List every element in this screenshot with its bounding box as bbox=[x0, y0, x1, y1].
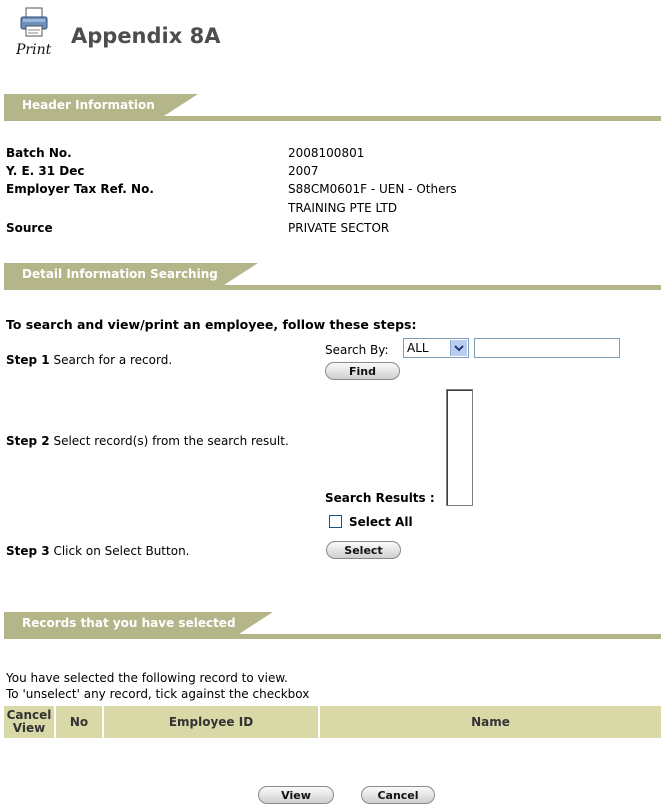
step-1 bbox=[6, 353, 172, 367]
table-header-row bbox=[4, 706, 661, 738]
step-label: Step 1 bbox=[6, 353, 50, 367]
step-text: Select record(s) from the search result. bbox=[53, 434, 289, 448]
cancel-button[interactable]: Cancel bbox=[361, 786, 435, 804]
step-text: Click on Select Button. bbox=[53, 544, 190, 558]
source-label: Source bbox=[6, 221, 53, 235]
search-results-list[interactable] bbox=[446, 389, 473, 506]
step-2 bbox=[6, 433, 306, 449]
ye-value: 2007 bbox=[288, 164, 319, 178]
batch-label: Batch No. bbox=[6, 146, 72, 160]
section-divider bbox=[4, 116, 661, 121]
records-info-line-2: To 'unselect' any record, tick against the checkbox bbox=[6, 687, 310, 701]
search-by-value: ALL bbox=[407, 341, 429, 355]
select-button[interactable]: Select bbox=[326, 541, 401, 559]
step-text: Search for a record. bbox=[53, 353, 173, 367]
tax-ref-value: S88CM0601F - UEN - Others bbox=[288, 182, 457, 196]
company-value: TRAINING PTE LTD bbox=[288, 201, 398, 215]
search-by-label: Search By: bbox=[325, 343, 389, 357]
view-button[interactable]: View bbox=[258, 786, 334, 804]
column-employee-id: Employee ID bbox=[103, 706, 319, 738]
column-name: Name bbox=[319, 706, 661, 738]
section-title: Header Information bbox=[4, 94, 164, 116]
page-title: Appendix 8A bbox=[71, 24, 221, 48]
column-cancel-view: Cancel View bbox=[4, 706, 55, 738]
records-info-line-1: You have selected the following record to view. bbox=[6, 671, 288, 685]
records-selected-section bbox=[4, 612, 661, 640]
ye-label: Y. E. 31 Dec bbox=[6, 164, 85, 178]
detail-searching-section bbox=[4, 263, 661, 291]
search-input[interactable] bbox=[474, 338, 620, 358]
print-label: Print bbox=[16, 42, 52, 58]
print-button[interactable] bbox=[12, 4, 58, 58]
step-label: Step 2 bbox=[6, 434, 50, 448]
selected-records-table bbox=[4, 706, 661, 738]
select-all-checkbox[interactable] bbox=[329, 515, 342, 528]
step-3 bbox=[6, 544, 189, 558]
header-information-section bbox=[4, 94, 661, 122]
section-divider bbox=[4, 634, 661, 639]
find-button[interactable]: Find bbox=[325, 362, 400, 380]
batch-value: 2008100801 bbox=[288, 146, 365, 160]
tax-ref-label: Employer Tax Ref. No. bbox=[6, 182, 154, 196]
section-title: Records that you have selected bbox=[4, 612, 239, 634]
section-title: Detail Information Searching bbox=[4, 263, 224, 285]
printer-icon bbox=[20, 6, 48, 40]
chevron-down-icon bbox=[450, 340, 467, 356]
search-by-select[interactable] bbox=[403, 338, 469, 358]
step-label: Step 3 bbox=[6, 544, 50, 558]
select-all-label: Select All bbox=[349, 515, 413, 529]
column-no: No bbox=[55, 706, 103, 738]
search-intro: To search and view/print an employee, follow these steps: bbox=[6, 317, 417, 332]
source-value: PRIVATE SECTOR bbox=[288, 221, 390, 235]
section-divider bbox=[4, 285, 661, 290]
search-results-label: Search Results : bbox=[325, 491, 435, 505]
